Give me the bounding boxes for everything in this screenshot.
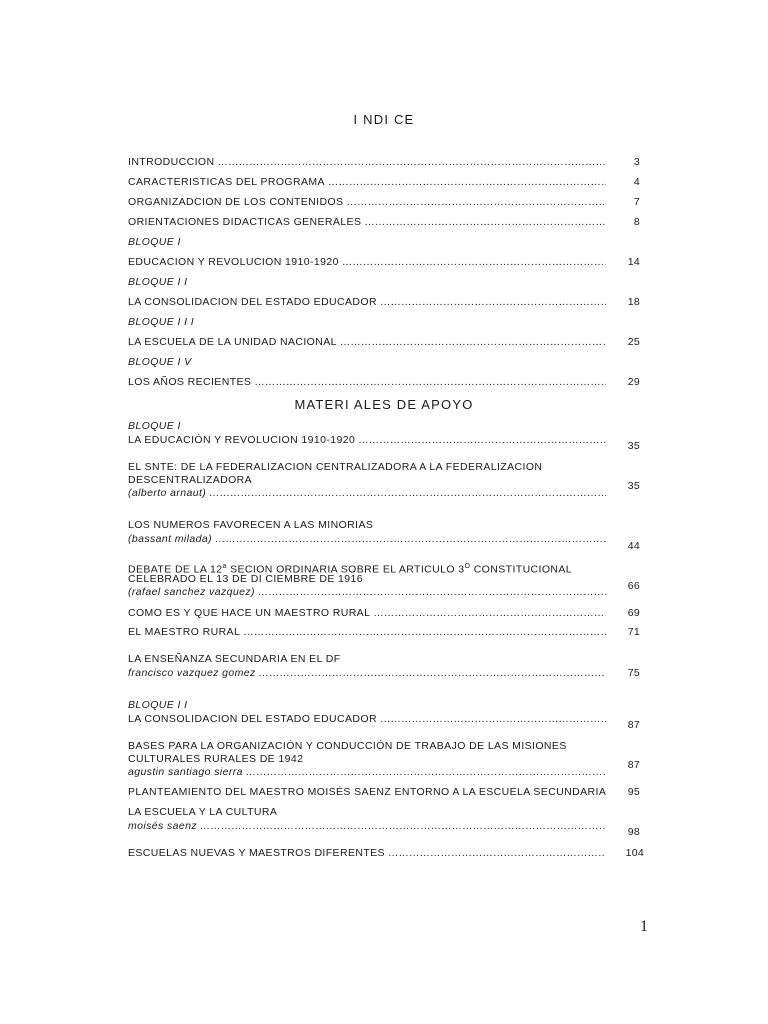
- mat-page-secundaria: 75: [627, 667, 640, 679]
- toc-page-introduccion: 3: [633, 156, 640, 168]
- page-number: 1: [640, 918, 648, 935]
- mat-page-bases: 87: [627, 759, 640, 771]
- toc-entry-escuela-unidad: LA ESCUELA DE LA UNIDAD NACIONAL ……………………………………………………………………………………………………………………………………………………………………………………: [128, 336, 606, 349]
- mat-page-escuela-cultura: 98: [627, 826, 640, 838]
- mat-bases-line1: BASES PARA LA ORGANIZACIÓN Y CONDUCCIÓN DE TRABAJO DE LAS MISIONES: [128, 740, 567, 752]
- toc-entry-organizacion: ORGANIZADCION DE LOS CONTENIDOS ……………………………………………………………………………………………………………………………………………………………………………………: [128, 196, 606, 209]
- toc-page-educacion: 14: [627, 256, 640, 268]
- mat-page-como-es: 69: [627, 607, 640, 619]
- mat-entry-consolidacion: LA CONSOLIDACION DEL ESTADO EDUCADOR ……………………………………………………………………………………………………………………………………………………………………………………: [128, 713, 606, 726]
- toc-page-escuela-unidad: 25: [627, 336, 640, 348]
- toc-bloque-1: BLOQUE I: [128, 236, 181, 248]
- mat-entry-como-es: COMO ES Y QUE HACE UN MAESTRO RURAL ……………………………………………………………………………………………………………………………………………………………………………………: [128, 607, 606, 620]
- mat-escuela-cultura-line1: LA ESCUELA Y LA CULTURA: [128, 806, 278, 818]
- index-title: I NDI CE: [353, 112, 415, 127]
- mat-entry-maestro-rural: EL MAESTRO RURAL ……………………………………………………………………………………………………………………………………………………………………………………: [128, 626, 606, 639]
- mat-entry-educacion: LA EDUCACIÓN Y REVOLUCION 1910-1920 ……………………………………………………………………………………………………………………………………………………………………………………: [128, 434, 606, 447]
- mat-bloque-1: BLOQUE I: [128, 420, 181, 432]
- mat-snte-line1: EL SNTE: DE LA FEDERALIZACION CENTRALIZADORA A LA FEDERALIZACION: [128, 461, 543, 473]
- toc-bloque-4: BLOQUE I V: [128, 356, 192, 368]
- mat-secundaria-line1: LA ENSEÑANZA SECUNDARIA EN EL DF: [128, 653, 341, 665]
- mat-debate-line1a: DEBATE DE LA 12: [128, 563, 223, 576]
- mat-debate-sup-b: O: [464, 563, 471, 570]
- mat-page-snte: 35: [627, 480, 640, 492]
- mat-secundaria-author: francisco vazquez gomez ……………………………………………………………………………………………………………………………………………………………………………………: [128, 667, 606, 680]
- toc-bloque-2: BLOQUE I I: [128, 276, 188, 288]
- mat-bloque-2: BLOQUE I I: [128, 699, 188, 711]
- toc-entry-caracteristicas: CARACTERISTICAS DEL PROGRAMA ……………………………………………………………………………………………………………………………………………………………………………………: [128, 176, 606, 189]
- mat-snte-author: (alberto arnaut) ……………………………………………………………………………………………………………………………………………………………………………………: [128, 487, 606, 500]
- toc-entry-consolidacion: LA CONSOLIDACION DEL ESTADO EDUCADOR ……………………………………………………………………………………………………………………………………………………………………………………: [128, 296, 606, 309]
- mat-entry-escuelas-nuevas: ESCUELAS NUEVAS Y MAESTROS DIFERENTES ……………………………………………………………………………………………………………………………………………………………………………………: [128, 847, 606, 860]
- mat-debate-line2: CELEBRADO EL 13 DE DI CIEMBRE DE 1916: [128, 573, 363, 585]
- mat-escuela-cultura-author: moisés saenz ……………………………………………………………………………………………………………………………………………………………………………………: [128, 820, 606, 833]
- mat-numeros-author: (bassant milada) ……………………………………………………………………………………………………………………………………………………………………………………: [128, 533, 606, 546]
- mat-snte-line2: DESCENTRALIZADORA: [128, 474, 253, 486]
- toc-page-orientaciones: 8: [633, 216, 640, 228]
- mat-page-escuelas-nuevas: 104: [625, 847, 644, 859]
- mat-page-maestro-rural: 71: [627, 626, 640, 638]
- mat-debate-sup-a: a: [222, 563, 227, 570]
- toc-entry-anos: LOS AÑOS RECIENTES ……………………………………………………………………………………………………………………………………………………………………………………: [128, 376, 606, 389]
- mat-numeros-line1: LOS NUMEROS FAVORECEN A LAS MINORIAS: [128, 519, 374, 531]
- toc-page-organizacion: 7: [633, 196, 640, 208]
- toc-entry-educacion: EDUCACION Y REVOLUCION 1910-1920 ……………………………………………………………………………………………………………………………………………………………………………………: [128, 256, 606, 269]
- mat-debate-author: (rafael sanchez vazquez) ……………………………………………………………………………………………………………………………………………………………………………………: [128, 586, 606, 599]
- toc-entry-introduccion: INTRODUCCION ……………………………………………………………………………………………………………………………………………………………………………………: [128, 156, 606, 169]
- toc-page-caracteristicas: 4: [633, 176, 640, 188]
- toc-page-anos: 29: [627, 376, 640, 388]
- mat-page-numeros: 44: [627, 540, 640, 552]
- mat-page-debate: 66: [627, 580, 640, 592]
- mat-page-planteamiento: 95: [627, 786, 640, 798]
- mat-debate-line1c: CONSTITUCIONAL: [470, 563, 573, 576]
- mat-page-consolidacion: 87: [627, 719, 640, 731]
- mat-bases-line2: CULTURALES RURALES DE 1942: [128, 753, 304, 765]
- mat-entry-planteamiento: PLANTEAMIENTO DEL MAESTRO MOISÉS SAENZ ENTORNO A LA ESCUELA SECUNDARIA ……………………………………………………………………………………………………………………………………………………………………………………: [128, 786, 606, 799]
- mat-debate-line1b: SECION ORDINARIA SOBRE EL ARTICULO 3: [226, 563, 465, 576]
- mat-bases-author: agustin santiago sierra ……………………………………………………………………………………………………………………………………………………………………………………: [128, 766, 606, 779]
- mat-page-educacion: 35: [627, 440, 640, 452]
- toc-bloque-3: BLOQUE I I I: [128, 316, 195, 328]
- toc-page-consolidacion: 18: [627, 296, 640, 308]
- materiales-title: MATERI ALES DE APOYO: [294, 397, 474, 412]
- toc-entry-orientaciones: ORIENTACIONES DIDACTICAS GENERALES ……………………………………………………………………………………………………………………………………………………………………………………: [128, 216, 606, 229]
